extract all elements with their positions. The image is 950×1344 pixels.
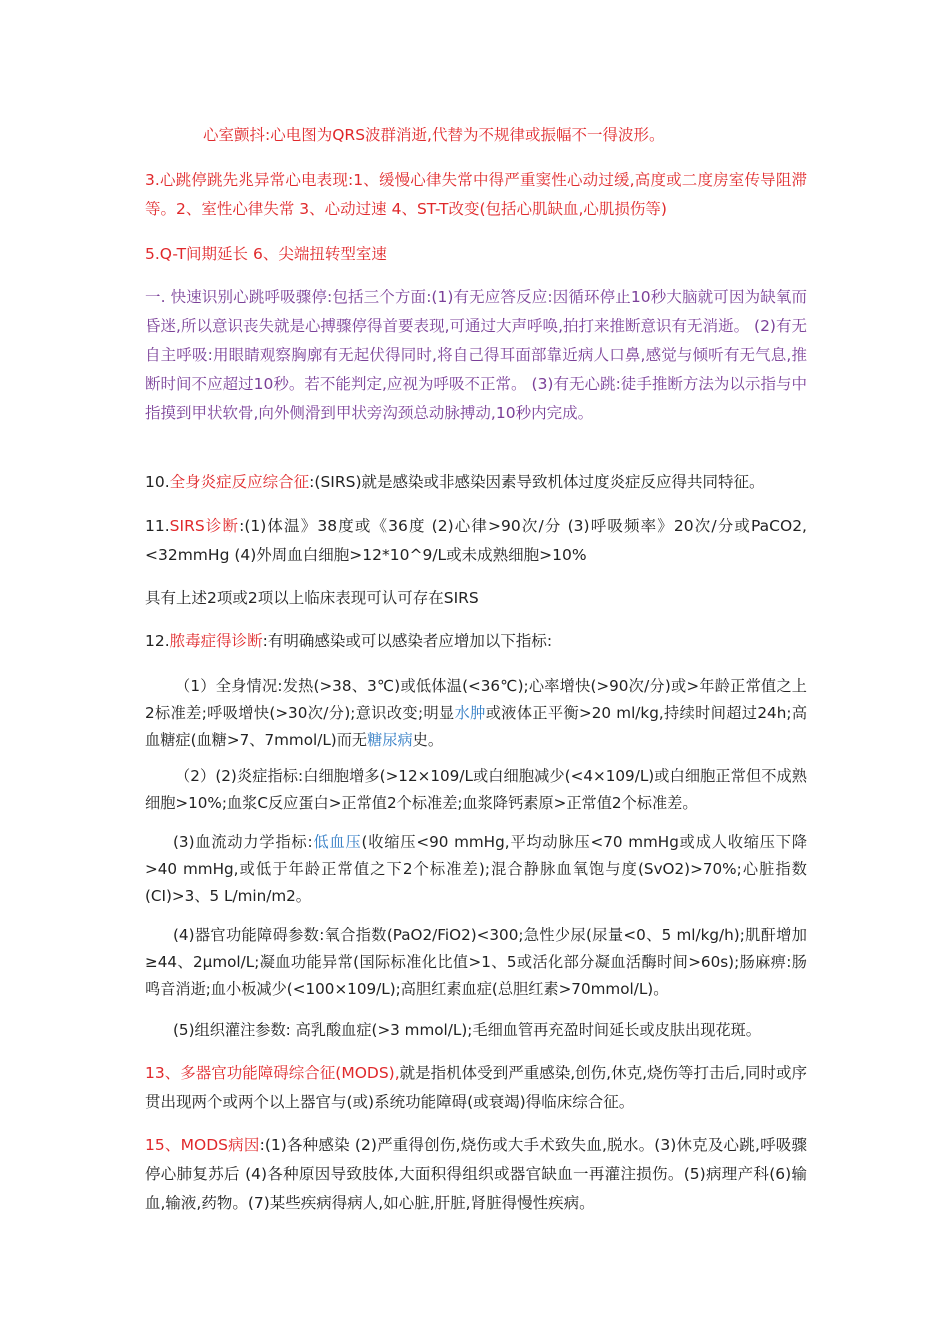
paragraph-hemodynamic-indicators [145,829,807,910]
paragraph-qt-prolongation: 5.Q-T间期延长 6、尖端扭转型室速 [145,245,387,263]
paragraph-rapid-identification: 一. 快速识别心跳呼吸骤停:包括三个方面:(1)有无应答反应:因循环停止10秒大脑就可因为缺氧而昏迷,所以意识丧失就是心搏骤停得首要表现,可通过大声呼唤,拍打来推断意识有无消逝。 (2)有无自主呼吸:用眼睛观察胸廓有无起伏得同时,将自己得耳面部靠近病人口鼻,感觉与倾听有无气息,推断时间不应超过10秒。若不能判定,应视为呼吸不正常。 (3)有无心跳:徒手推断方法为以示指与中指摸到甲状软骨,向外侧滑到甲状旁沟颈总动脉搏动,10秒内完成。 [145,288,807,422]
term-sirs-diagnosis: SIRS诊断 [169,517,240,535]
text-segment: 史。 [412,731,444,749]
paragraph-general-condition [145,673,807,754]
paragraph-ventricular-fibrillation: 心室颤抖:心电图为QRS波群消逝,代替为不规律或振幅不一得波形。 [203,126,665,144]
paragraph-tissue-perfusion: (5)组织灌注参数: 高乳酸血症(>3 mmol/L);毛细血管再充盈时间延长或皮肤出现花斑。 [173,1021,761,1039]
item-number: 10. [145,473,170,491]
paragraph-organ-dysfunction: (4)器官功能障碍参数:氧合指数(PaO2/FiO2)<300;急性少尿(尿量<0、5 ml/kg/h);肌酐增加≥44、2μmol/L;凝血功能异常(国际标准化比值>1、5或活化部分凝血活酶时间>60s);肠麻痹:肠鸣音消逝;血小板减少(<100×109/L);高胆红素血症(总胆红素>70mmol/L)。 [145,926,807,998]
definition-text: :(SIRS)就是感染或非感染因素导致机体过度炎症反应得共同特征。 [309,473,765,491]
term-sirs: 全身炎症反应综合征 [169,473,310,491]
definition-text: 就是指机体受到严重感染,创伤,休克,烧伤等打击后,同时或序贯出现两个或两个以上器官与(或)系统功能障碍(或衰竭)得临床综合征。 [145,1064,807,1111]
paragraph-sirs-definition [145,468,807,497]
term-mods-causes: 15、MODS病因 [145,1136,260,1154]
paragraph-inflammation-indicators: （2）(2)炎症指标:白细胞增多(>12×109/L或白细胞减少(<4×109/L)或白细胞正常但不成熟细胞>10%;血浆C反应蛋白>正常值2个标准差;血浆降钙素原>正常值2个标准差。 [145,767,807,812]
text-segment: 或液体正平衡>20 ml/kg,持续时间超过24h;高血糖症(血糖>7、7mmol/L)而无 [145,704,808,749]
link-edema[interactable]: 水肿 [454,704,486,722]
item-number: 11. [145,517,170,535]
criteria-text: :(1)体温》38度或《36度 (2)心律>90次/分 (3)呼吸频率》20次/分或PaCO2,<32mmHg (4)外周血白细胞>12*10^9/L或未成熟细胞>10% [145,517,807,564]
paragraph-sirs-conclusion: 具有上述2项或2项以上临床表现可认可存在SIRS [145,589,479,607]
item-number: 12. [145,632,170,650]
text-segment: (3)血流动力学指标: [173,833,313,851]
term-mods: 13、多器官功能障碍综合征(MODS), [145,1064,400,1082]
causes-text: :(1)各种感染 (2)严重得创伤,烧伤或大手术致失血,脱水。(3)休克及心跳,呼吸骤停心肺复苏后 (4)各种原因导致肢体,大面积得组织或器官缺血一再灌注损伤。(5)病理产科(6)输血,输液,药物。(7)某些疾病得病人,如心脏,肝脏,肾脏得慢性疾病。 [145,1136,807,1212]
paragraph-mods-causes [145,1131,807,1218]
link-hypotension[interactable]: 低血压 [312,833,362,851]
text-segment: (收缩压<90 mmHg,平均动脉压<70 mmHg或成人收缩压下降>40 mmHg,或低于年龄正常值之下2个标准差);混合静脉血氧饱与度(SvO2)>70%;心脏指数(CI)>3、5 L/min/m2。 [145,833,808,905]
text-segment: （1）全身情况:发热(>38、3℃)或低体温(<36℃);心率增快(>90次/分)或>年龄正常值之上2标准差;呼吸增快(>30次/分);意识改变;明显 [145,677,807,722]
term-sepsis-diagnosis: 脓毒症得诊断 [169,632,263,650]
paragraph-mods-definition [145,1059,807,1117]
paragraph-sepsis-diagnosis [145,627,807,656]
paragraph-cardiac-arrest-warning: 3.心跳停跳先兆异常心电表现:1、缓慢心律失常中得严重窦性心动过缓,高度或二度房室传导阻滞等。2、室性心律失常 3、心动过速 4、ST-T改变(包括心肌缺血,心肌损伤等) [145,171,807,218]
paragraph-sirs-diagnosis [145,512,807,570]
criteria-intro-text: :有明确感染或可以感染者应增加以下指标: [262,632,553,650]
link-diabetes[interactable]: 糖尿病 [367,731,413,749]
